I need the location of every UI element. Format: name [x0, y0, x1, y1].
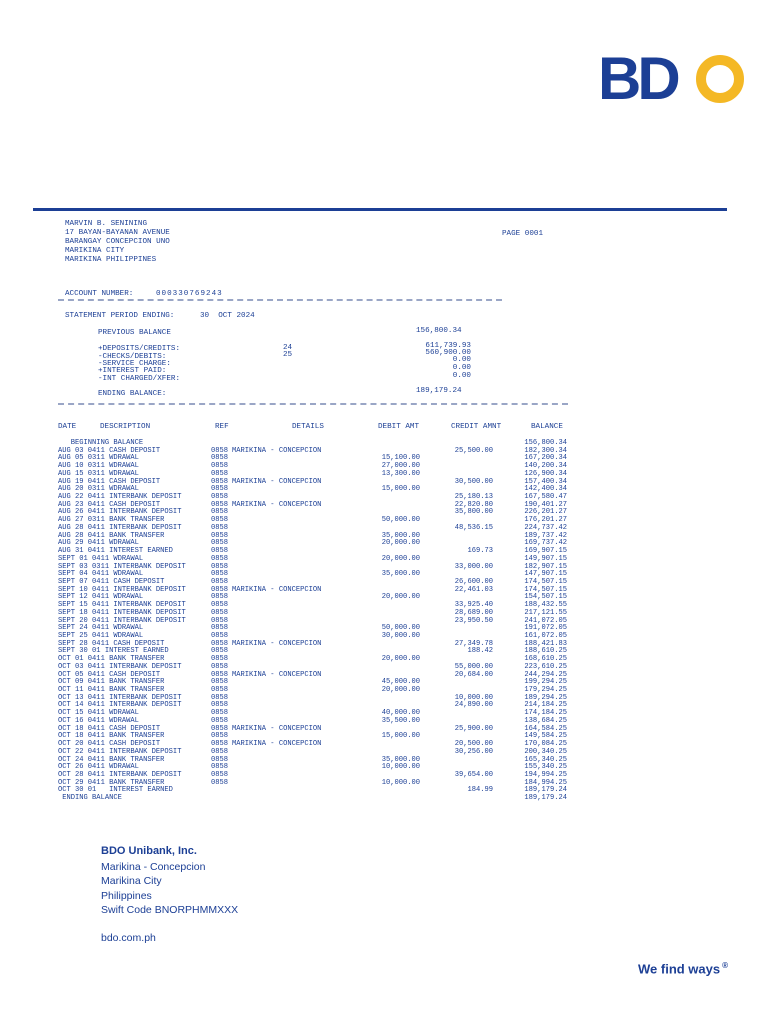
- service-charge-label: -SERVICE CHARGE:: [98, 360, 171, 368]
- debit-cell: 30,000.00: [381, 632, 420, 640]
- credit-cell: 184.99: [467, 786, 493, 795]
- debit-cell: 20,000.00: [381, 554, 420, 563]
- ref-cell: 0858: [211, 454, 229, 463]
- tagline: [638, 961, 728, 976]
- description-cell: SEPT 30 01 INTEREST EARNED: [58, 647, 169, 656]
- description-cell: AUG 26 0411 INTERBANK DEPOSIT: [58, 508, 182, 517]
- col-header-debit: DEBIT AMT: [378, 423, 420, 431]
- ref-cell: 0858: [211, 539, 229, 548]
- balance-cell: 169,737.42: [524, 539, 567, 548]
- debit-cell: 20,000.00: [381, 655, 420, 664]
- divider: [58, 299, 502, 301]
- balance-cell: 189,179.24: [524, 786, 567, 795]
- balance-cell: 149,907.15: [524, 554, 567, 563]
- balance-cell: 189,294.25: [524, 693, 567, 702]
- page-number: PAGE 0001: [502, 230, 544, 238]
- balance-cell: 190,401.27: [524, 500, 567, 509]
- previous-balance-value: 156,800.34: [416, 327, 462, 335]
- balance-cell: 224,737.42: [524, 523, 567, 532]
- interest-paid-amount: 0.00: [452, 364, 471, 372]
- credit-cell: 25,500.00: [454, 446, 493, 455]
- description-cell: OCT 09 0411 BANK TRANSFER: [58, 678, 165, 687]
- debit-cell: 50,000.00: [381, 516, 420, 525]
- balance-cell: 156,800.34: [524, 439, 567, 447]
- balance-cell: 157,400.34: [524, 477, 567, 486]
- bdo-logo: [598, 50, 748, 104]
- description-cell: SEPT 04 0411 WDRAWAL: [58, 570, 144, 579]
- details-cell: MARIKINA - CONCEPCION: [232, 585, 322, 594]
- balance-cell: 167,200.34: [524, 454, 567, 463]
- description-cell: AUG 28 0411 BANK TRANSFER: [58, 531, 165, 540]
- col-header-credit: CREDIT AMNT: [451, 423, 502, 431]
- ref-cell: 0858: [211, 523, 229, 532]
- balance-cell: 217,121.55: [524, 608, 567, 617]
- debit-cell: 20,000.00: [381, 686, 420, 695]
- int-charged-label: -INT CHARGED/XFER:: [98, 375, 181, 383]
- balance-cell: 165,340.25: [524, 755, 567, 764]
- balance-cell: 169,907.15: [524, 547, 567, 556]
- ref-cell: 0858: [211, 686, 229, 695]
- balance-cell: 138,684.25: [524, 716, 567, 725]
- registered-mark: ®: [722, 961, 729, 970]
- ref-cell: 0858: [211, 732, 229, 741]
- ref-cell: 0858: [211, 763, 229, 772]
- credit-cell: 48,536.15: [454, 523, 493, 532]
- balance-cell: 174,507.15: [524, 577, 567, 586]
- balance-cell: 174,184.25: [524, 709, 567, 718]
- ref-cell: 0858: [211, 493, 229, 502]
- credit-cell: 188.42: [467, 647, 493, 656]
- description-cell: OCT 29 0411 BANK TRANSFER: [58, 778, 165, 787]
- description-cell: AUG 29 0411 WDRAWAL: [58, 539, 139, 548]
- description-cell: SEPT 12 0411 WDRAWAL: [58, 593, 144, 602]
- description-cell: SEPT 03 0311 INTERBANK DEPOSIT: [58, 562, 186, 571]
- table-row: [0, 795, 768, 803]
- description-cell: OCT 22 0411 INTERBANK DEPOSIT: [58, 747, 182, 756]
- credit-cell: 25,180.13: [454, 493, 493, 502]
- balance-cell: 149,584.25: [524, 732, 567, 741]
- debit-cell: 35,500.00: [381, 716, 420, 725]
- ref-cell: 0858: [211, 446, 229, 455]
- ref-cell: 0858: [211, 624, 229, 633]
- balance-cell: 226,201.27: [524, 508, 567, 517]
- ref-cell: 0858: [211, 601, 229, 610]
- description-cell: AUG 03 0411 CASH DEPOSIT: [58, 446, 161, 455]
- ref-cell: 0858: [211, 693, 229, 702]
- balance-cell: 174,507.15: [524, 585, 567, 594]
- description-cell: SEPT 18 0411 INTERBANK DEPOSIT: [58, 608, 186, 617]
- description-cell: OCT 30 01 INTEREST EARNED: [58, 786, 173, 795]
- debit-cell: 15,100.00: [381, 454, 420, 463]
- description-cell: AUG 31 0411 INTEREST EARNED: [58, 547, 173, 556]
- ref-cell: 0858: [211, 670, 229, 679]
- credit-cell: 35,800.00: [454, 508, 493, 517]
- svg-text:BD: BD: [598, 50, 677, 104]
- footer-line: Marikina - Concepcion: [101, 861, 206, 873]
- balance-cell: 168,610.25: [524, 655, 567, 664]
- balance-cell: 154,507.15: [524, 593, 567, 602]
- period-value: 30 OCT 2024: [200, 312, 255, 320]
- credit-cell: 20,684.00: [454, 670, 493, 679]
- tagline-text: We find ways: [638, 961, 721, 977]
- credit-cell: 24,890.00: [454, 701, 493, 710]
- ref-cell: 0858: [211, 701, 229, 710]
- balance-cell: 170,084.25: [524, 740, 567, 749]
- description-cell: OCT 26 0411 WDRAWAL: [58, 763, 139, 772]
- ref-cell: 0858: [211, 639, 229, 648]
- credit-cell: 22,461.03: [454, 585, 493, 594]
- balance-cell: 161,072.05: [524, 632, 567, 640]
- description-cell: SEPT 15 0411 INTERBANK DEPOSIT: [58, 601, 186, 610]
- deposits-count: 24: [283, 344, 293, 352]
- description-cell: SEPT 10 0411 INTERBANK DEPOSIT: [58, 585, 186, 594]
- checks-amount: 560,900.00: [425, 349, 471, 357]
- ref-cell: 0858: [211, 554, 229, 563]
- debit-cell: 45,000.00: [381, 678, 420, 687]
- description-cell: OCT 16 0411 WDRAWAL: [58, 716, 139, 725]
- interest-paid-label: +INTEREST PAID:: [98, 367, 167, 375]
- debit-cell: 35,000.00: [381, 531, 420, 540]
- description-cell: SEPT 01 0411 WDRAWAL: [58, 554, 144, 563]
- credit-cell: 26,600.00: [454, 577, 493, 586]
- ref-cell: 0858: [211, 508, 229, 517]
- description-cell: OCT 05 0411 CASH DEPOSIT: [58, 670, 161, 679]
- credit-cell: 55,000.00: [454, 662, 493, 671]
- balance-cell: 147,907.15: [524, 570, 567, 579]
- balance-cell: 199,294.25: [524, 678, 567, 687]
- footer-swift: Swift Code BNORPHMMXXX: [101, 904, 239, 916]
- credit-cell: 30,500.00: [454, 477, 493, 486]
- balance-cell: 167,580.47: [524, 493, 567, 502]
- ref-cell: 0858: [211, 593, 229, 602]
- credit-cell: 20,500.00: [454, 740, 493, 749]
- description-cell: OCT 28 0411 INTERBANK DEPOSIT: [58, 770, 182, 779]
- details-cell: MARIKINA - CONCEPCION: [232, 740, 322, 749]
- ref-cell: 0858: [211, 724, 229, 733]
- footer-line: Marikina City: [101, 875, 162, 887]
- debit-cell: 27,000.00: [381, 462, 420, 471]
- checks-count: 25: [283, 351, 293, 359]
- col-header-details: DETAILS: [292, 423, 324, 431]
- description-cell: OCT 13 0411 INTERBANK DEPOSIT: [58, 693, 182, 702]
- ref-cell: 0858: [211, 547, 229, 556]
- customer-name: MARVIN B. SENINING: [65, 220, 148, 228]
- credit-cell: 28,689.00: [454, 608, 493, 617]
- balance-cell: 188,421.83: [524, 639, 567, 648]
- debit-cell: 40,000.00: [381, 709, 420, 718]
- ref-cell: 0858: [211, 755, 229, 764]
- credit-cell: 169.73: [467, 547, 493, 556]
- credit-cell: 33,000.00: [454, 562, 493, 571]
- debit-cell: 50,000.00: [381, 624, 420, 633]
- description-cell: OCT 18 0411 BANK TRANSFER: [58, 732, 165, 741]
- description-cell: SEPT 25 0411 WDRAWAL: [58, 632, 144, 640]
- col-header-date: DATE: [58, 423, 77, 431]
- balance-cell: 182,907.15: [524, 562, 567, 571]
- ref-cell: 0858: [211, 562, 229, 571]
- balance-cell: 140,200.34: [524, 462, 567, 471]
- description-cell: OCT 18 0411 CASH DEPOSIT: [58, 724, 161, 733]
- ref-cell: 0858: [211, 647, 229, 656]
- debit-cell: 20,000.00: [381, 539, 420, 548]
- ending-balance-label: ENDING BALANCE:: [98, 390, 167, 398]
- description-cell: OCT 01 0411 BANK TRANSFER: [58, 655, 165, 664]
- description-cell: SEPT 28 0411 CASH DEPOSIT: [58, 639, 165, 648]
- previous-balance-label: PREVIOUS BALANCE: [98, 329, 171, 337]
- credit-cell: 23,950.50: [454, 616, 493, 625]
- col-header-balance: BALANCE: [531, 423, 563, 431]
- description-cell: BEGINNING BALANCE: [58, 439, 144, 447]
- balance-cell: 189,179.24: [524, 794, 567, 803]
- balance-cell: 189,737.42: [524, 531, 567, 540]
- balance-cell: 182,300.34: [524, 446, 567, 455]
- footer-website[interactable]: bdo.com.ph: [101, 932, 156, 944]
- balance-cell: 244,294.25: [524, 670, 567, 679]
- description-cell: OCT 15 0411 WDRAWAL: [58, 709, 139, 718]
- description-cell: OCT 20 0411 CASH DEPOSIT: [58, 740, 161, 749]
- ref-cell: 0858: [211, 678, 229, 687]
- credit-cell: 25,900.00: [454, 724, 493, 733]
- credit-cell: 30,256.00: [454, 747, 493, 756]
- balance-cell: 142,400.34: [524, 485, 567, 494]
- ref-cell: 0858: [211, 616, 229, 625]
- balance-cell: 126,900.34: [524, 469, 567, 478]
- ref-cell: 0858: [211, 485, 229, 494]
- credit-cell: 10,000.00: [454, 693, 493, 702]
- description-cell: SEPT 24 0411 WDRAWAL: [58, 624, 144, 633]
- ref-cell: 0858: [211, 655, 229, 664]
- account-number-label: ACCOUNT NUMBER:: [65, 290, 134, 298]
- description-cell: AUG 22 0411 INTERBANK DEPOSIT: [58, 493, 182, 502]
- balance-cell: 155,340.25: [524, 763, 567, 772]
- balance-cell: 164,584.25: [524, 724, 567, 733]
- balance-cell: 184,994.25: [524, 778, 567, 787]
- ref-cell: 0858: [211, 500, 229, 509]
- description-cell: AUG 10 0311 WDRAWAL: [58, 462, 139, 471]
- debit-cell: 10,000.00: [381, 778, 420, 787]
- ref-cell: 0858: [211, 531, 229, 540]
- address-line: MARIKINA CITY: [65, 247, 125, 255]
- col-header-description: DESCRIPTION: [100, 423, 151, 431]
- balance-cell: 179,294.25: [524, 686, 567, 695]
- ref-cell: 0858: [211, 716, 229, 725]
- credit-cell: 27,349.78: [454, 639, 493, 648]
- service-charge-amount: 0.00: [452, 356, 471, 364]
- details-cell: MARIKINA - CONCEPCION: [232, 724, 322, 733]
- period-label: STATEMENT PERIOD ENDING:: [65, 312, 175, 320]
- ref-cell: 0858: [211, 516, 229, 525]
- address-line: BARANGAY CONCEPCION UNO: [65, 238, 170, 246]
- ref-cell: 0858: [211, 770, 229, 779]
- debit-cell: 15,000.00: [381, 732, 420, 741]
- details-cell: MARIKINA - CONCEPCION: [232, 500, 322, 509]
- account-number: 000330769243: [156, 290, 223, 298]
- details-cell: MARIKINA - CONCEPCION: [232, 639, 322, 648]
- details-cell: MARIKINA - CONCEPCION: [232, 477, 322, 486]
- ref-cell: 0858: [211, 477, 229, 486]
- debit-cell: 13,300.00: [381, 469, 420, 478]
- ref-cell: 0858: [211, 585, 229, 594]
- int-charged-amount: 0.00: [452, 372, 471, 380]
- description-cell: SEPT 07 0411 CASH DEPOSIT: [58, 577, 165, 586]
- description-cell: AUG 20 0311 WDRAWAL: [58, 485, 139, 494]
- ref-cell: 0858: [211, 662, 229, 671]
- description-cell: SEPT 20 0411 INTERBANK DEPOSIT: [58, 616, 186, 625]
- col-header-ref: REF: [215, 423, 229, 431]
- description-cell: OCT 11 0411 BANK TRANSFER: [58, 686, 165, 695]
- ref-cell: 0858: [211, 577, 229, 586]
- deposits-amount: 611,739.93: [425, 342, 471, 350]
- balance-cell: 188,610.25: [524, 647, 567, 656]
- description-cell: ENDING BALANCE: [58, 794, 122, 803]
- debit-cell: 20,000.00: [381, 593, 420, 602]
- balance-cell: 200,340.25: [524, 747, 567, 756]
- balance-cell: 191,072.05: [524, 624, 567, 633]
- description-cell: AUG 27 0311 BANK TRANSFER: [58, 516, 165, 525]
- checks-label: -CHECKS/DEBITS:: [98, 353, 167, 361]
- divider: [58, 403, 568, 405]
- description-cell: AUG 15 0311 WDRAWAL: [58, 469, 139, 478]
- header-rule: [33, 208, 727, 211]
- debit-cell: 35,000.00: [381, 570, 420, 579]
- ref-cell: 0858: [211, 778, 229, 787]
- address-line: 17 BAYAN-BAYANAN AVENUE: [65, 229, 170, 237]
- ref-cell: 0858: [211, 632, 229, 640]
- balance-cell: 176,201.27: [524, 516, 567, 525]
- description-cell: OCT 24 0411 BANK TRANSFER: [58, 755, 165, 764]
- ref-cell: 0858: [211, 608, 229, 617]
- details-cell: MARIKINA - CONCEPCION: [232, 446, 322, 455]
- balance-cell: 188,432.55: [524, 601, 567, 610]
- address-line: MARIKINA PHILIPPINES: [65, 256, 157, 264]
- deposits-label: +DEPOSITS/CREDITS:: [98, 345, 181, 353]
- debit-cell: 35,000.00: [381, 755, 420, 764]
- footer-company: BDO Unibank, Inc.: [101, 845, 197, 857]
- ref-cell: 0858: [211, 570, 229, 579]
- debit-cell: 10,000.00: [381, 763, 420, 772]
- credit-cell: 39,654.00: [454, 770, 493, 779]
- description-cell: OCT 14 0411 INTERBANK DEPOSIT: [58, 701, 182, 710]
- balance-cell: 241,072.05: [524, 616, 567, 625]
- ending-balance-value: 189,179.24: [416, 387, 462, 395]
- balance-cell: 214,184.25: [524, 701, 567, 710]
- description-cell: AUG 23 0411 CASH DEPOSIT: [58, 500, 161, 509]
- details-cell: MARIKINA - CONCEPCION: [232, 670, 322, 679]
- description-cell: AUG 28 0411 INTERBANK DEPOSIT: [58, 523, 182, 532]
- credit-cell: 33,925.40: [454, 601, 493, 610]
- description-cell: OCT 03 0411 INTERBANK DEPOSIT: [58, 662, 182, 671]
- ref-cell: 0858: [211, 747, 229, 756]
- description-cell: AUG 19 0411 CASH DEPOSIT: [58, 477, 161, 486]
- ref-cell: 0858: [211, 709, 229, 718]
- footer-line: Philippines: [101, 890, 152, 902]
- ref-cell: 0858: [211, 462, 229, 471]
- ref-cell: 0858: [211, 740, 229, 749]
- credit-cell: 22,820.80: [454, 500, 493, 509]
- debit-cell: 15,000.00: [381, 485, 420, 494]
- balance-cell: 194,994.25: [524, 770, 567, 779]
- description-cell: AUG 05 0311 WDRAWAL: [58, 454, 139, 463]
- ref-cell: 0858: [211, 469, 229, 478]
- balance-cell: 223,610.25: [524, 662, 567, 671]
